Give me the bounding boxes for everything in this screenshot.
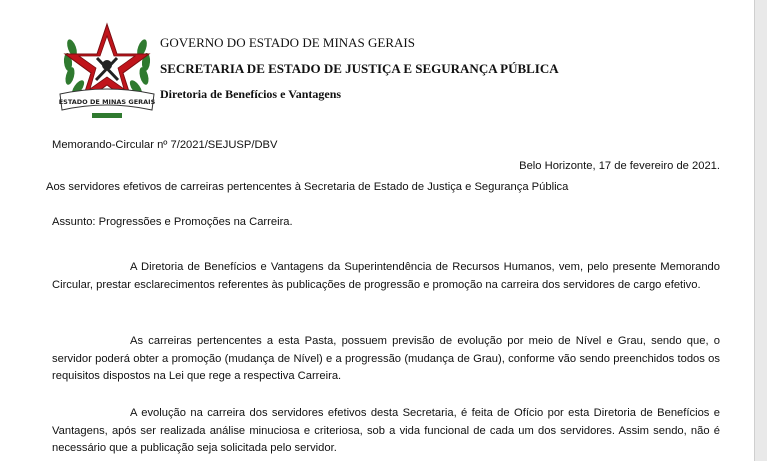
header-directorate: Diretoria de Benefícios e Vantagens bbox=[160, 87, 342, 101]
crest-ribbon-text: ESTADO DE MINAS GERAIS bbox=[58, 98, 156, 106]
memo-paragraph-3: A evolução na carreira dos servidores efetivos desta Secretaria, é feita de Ofício por esta Diretoria de Benefícios e Vantagens, após ser realizada análise minuciosa e criteriosa, sob a vida funcional de cada um dos servidores. Assim sendo, não é necessário que a publicação seja solicitada pelo servidor. bbox=[52, 407, 720, 454]
minas-gerais-crest-icon bbox=[52, 18, 162, 128]
memo-paragraph-1: A Diretoria de Benefícios e Vantagens da Superintendência de Recursos Humanos, vem, pelo presente Memorando Circular, prestar esclarecimentos referentes às publicações de progressão e promoção na carreira dos servidores de cargo efetivo. bbox=[52, 261, 720, 291]
header-secretariat: SECRETARIA DE ESTADO DE JUSTIÇA E SEGURANÇA PÚBLICA bbox=[160, 61, 559, 76]
document-header bbox=[52, 18, 652, 128]
memo-date-line: Belo Horizonte, 17 de fevereiro de 2021. bbox=[519, 160, 720, 172]
memo-reference: Memorando-Circular nº 7/2021/SEJUSP/DBV bbox=[52, 139, 278, 151]
page-edge bbox=[754, 0, 767, 461]
header-government: GOVERNO DO ESTADO DE MINAS GERAIS bbox=[160, 35, 415, 50]
memo-paragraph-2: As carreiras pertencentes a esta Pasta, possuem previsão de evolução por meio de Nível e Grau, sendo que, o servidor poderá obter a promoção (mudança de Nível) e a progressão (mudança de Grau), conforme vão sendo preenchidos todos os requisitos dispostos na Lei que rege a respectiva Carreira. bbox=[52, 335, 720, 382]
memo-subject: Assunto: Progressões e Promoções na Carreira. bbox=[52, 216, 293, 228]
memo-recipients: Aos servidores efetivos de carreiras pertencentes à Secretaria de Estado de Justiça e Segurança Pública bbox=[46, 181, 569, 193]
